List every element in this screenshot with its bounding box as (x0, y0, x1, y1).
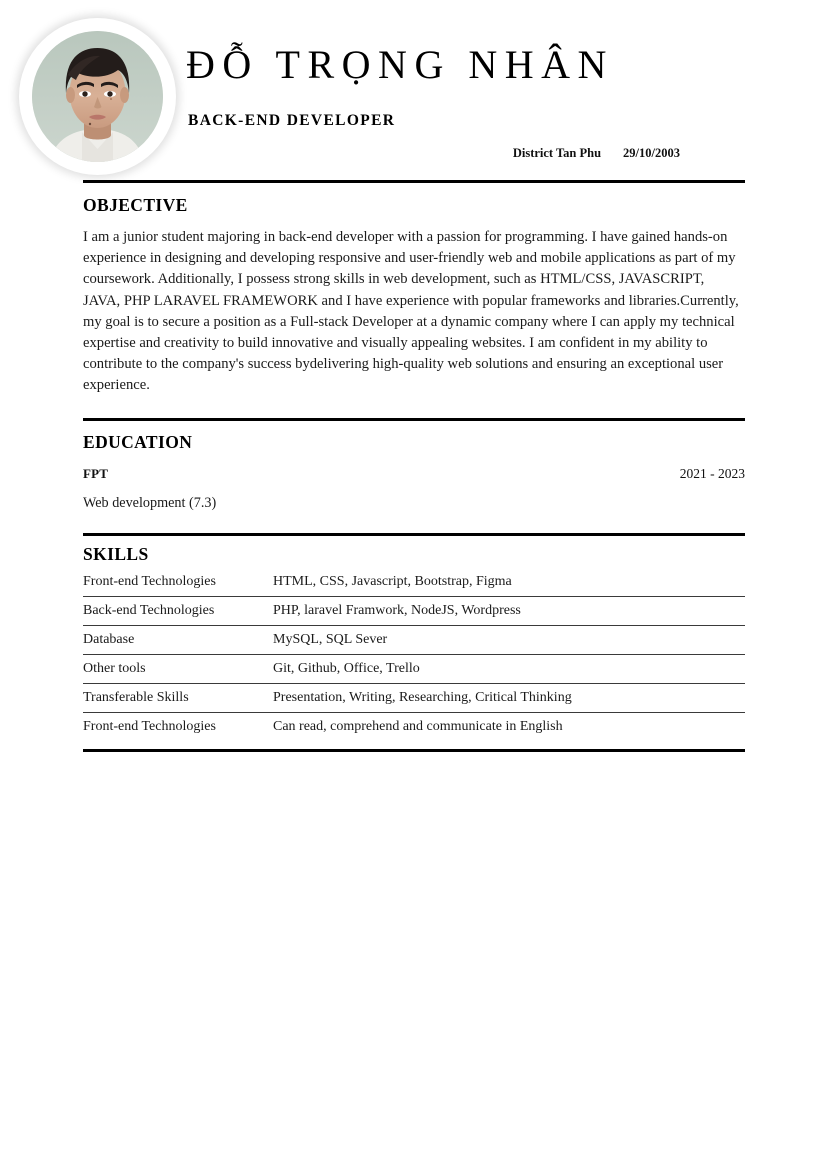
avatar (19, 18, 176, 175)
divider-skills-bottom (83, 749, 745, 752)
page-title: ĐỖ TRỌNG NHÂN (186, 42, 614, 87)
skills-section (83, 536, 745, 741)
profile-photo (32, 31, 163, 162)
table-row (83, 654, 745, 683)
skill-label: Database (83, 625, 273, 654)
objective-section (83, 183, 745, 397)
skill-label: Back-end Technologies (83, 596, 273, 625)
table-row (83, 596, 745, 625)
skill-value: HTML, CSS, Javascript, Bootstrap, Figma (273, 568, 745, 597)
table-row (83, 625, 745, 654)
contact-location: District Tan Phu (512, 146, 602, 160)
profile-photo-illustration (32, 31, 163, 162)
resume-header (0, 0, 828, 180)
objective-heading: OBJECTIVE (83, 195, 188, 215)
skill-label: Front-end Technologies (83, 718, 216, 734)
education-entry (83, 466, 745, 482)
objective-body: I am a junior student majoring in back-end developer with a passion for programming. I have gained hands-on experience in designing and developing responsive and user-friendly web and mobile applications as part of my coursework. Additionally, I possess strong skills in web development, such as HTML/CSS, JAVASCRIPT, JAVA, PHP LARAVEL FRAMEWORK and I have experience with popular frameworks and libraries.Currently, my goal is to secure a position as a Full-stack Developer at a dynamic company where I can apply my technical expertise and creativity to build innovative and visually appealing websites. I am confident in my ability to contribute to the company's success bydelivering high-quality web solutions and ensuring an exceptional user experience. (83, 229, 739, 394)
skill-value: MySQL, SQL Sever (273, 625, 745, 654)
contact-birthdate: 29/10/2003 (623, 146, 680, 160)
contact-line (186, 146, 680, 161)
education-section (83, 421, 745, 512)
table-row (83, 683, 745, 712)
table-row (83, 712, 745, 741)
skill-value: Presentation, Writing, Researching, Critical Thinking (273, 683, 745, 712)
skill-value: Can read, comprehend and communicate in English (273, 718, 563, 734)
skill-value: PHP, laravel Framwork, NodeJS, Wordpress (273, 596, 745, 625)
education-dates: 2021 - 2023 (679, 465, 745, 481)
skill-label: Other tools (83, 654, 273, 683)
education-school: FPT (83, 465, 109, 481)
skills-heading: SKILLS (83, 543, 149, 564)
skills-table (83, 568, 745, 741)
education-heading: EDUCATION (83, 431, 193, 452)
skill-label: Front-end Technologies (83, 568, 273, 597)
skill-value: Git, Github, Office, Trello (273, 654, 745, 683)
education-detail: Web development (7.3) (83, 494, 217, 511)
job-title: BACK-END DEVELOPER (188, 112, 396, 129)
table-row (83, 568, 745, 597)
skill-label: Transferable Skills (83, 683, 273, 712)
